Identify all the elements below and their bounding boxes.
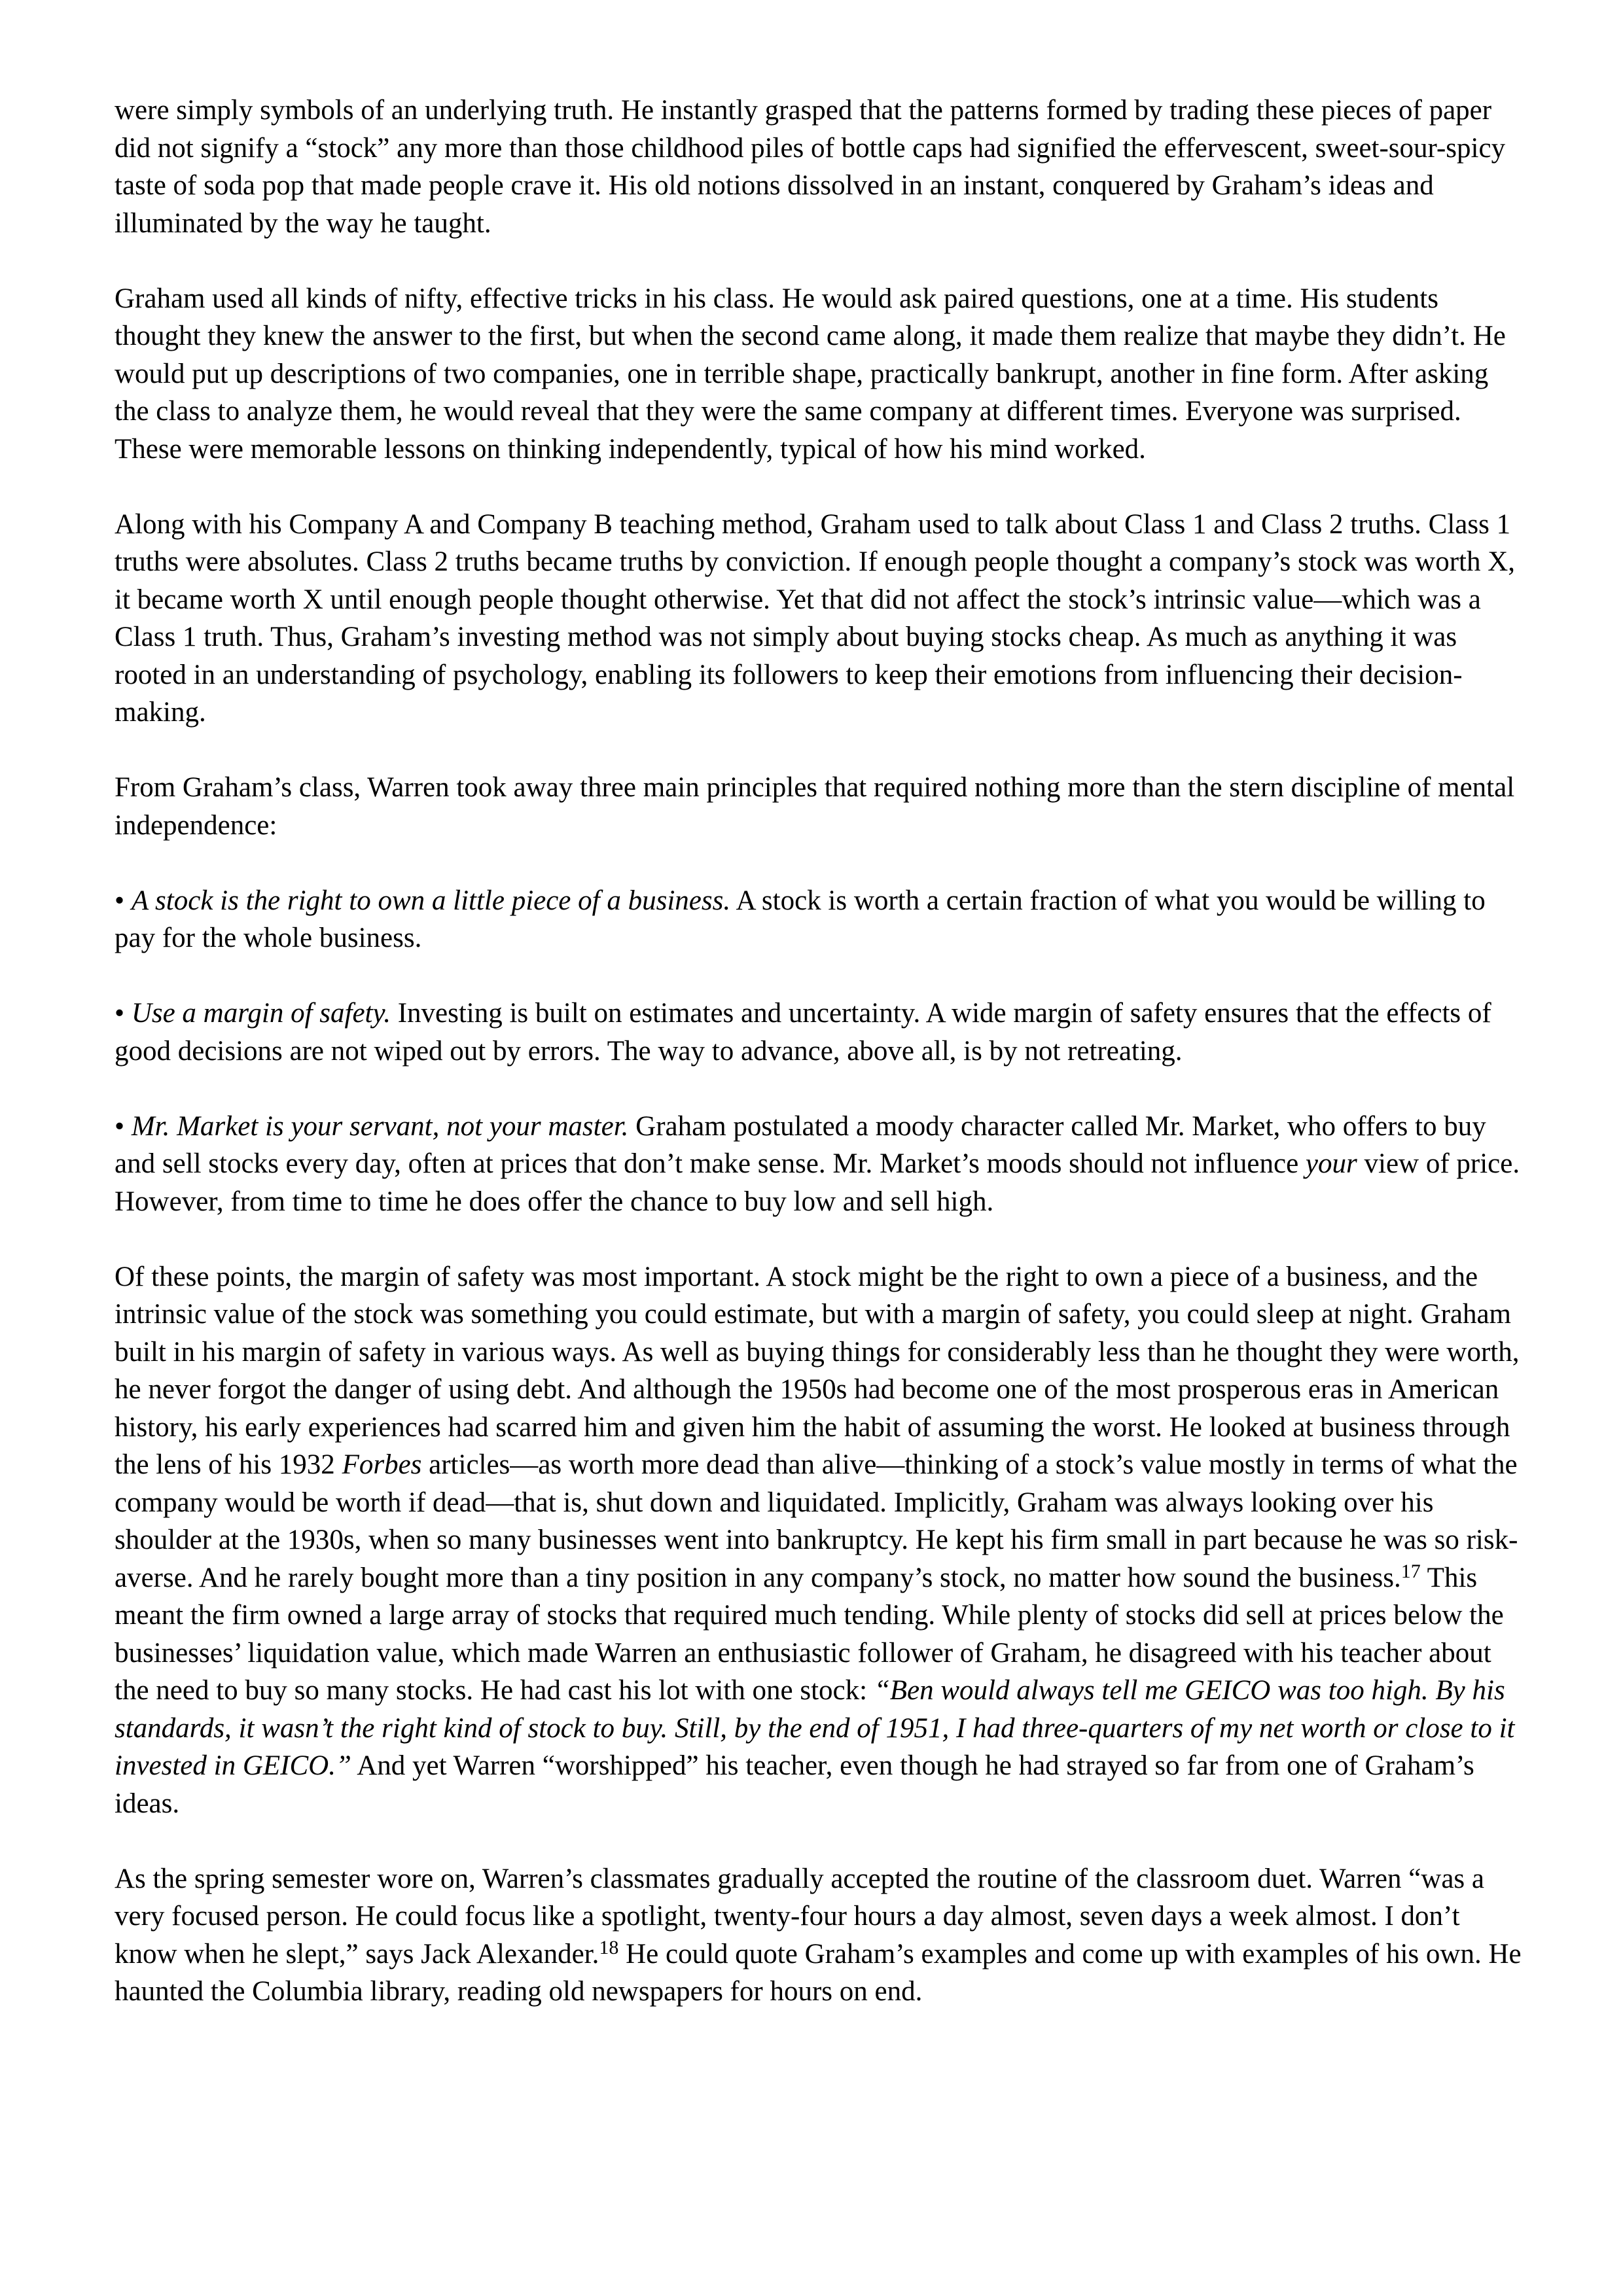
paragraph-margin-of-safety <box>115 1258 1522 1823</box>
bullet-glyph: • <box>115 885 132 916</box>
text-segment: Graham used all kinds of nifty, effective tricks in his class. He would ask paired questions, one at a time. His students thought they knew the answer to the first, but when the second came along, it made them realize that maybe they didn’t. He would put up descriptions of two companies, one in terrible shape, practically bankrupt, another in fine form. After asking the class to analyze them, he would reveal that they were the same company at different times. Everyone was surprised. These were memorable lessons on thinking independently, typical of how his mind worked. <box>115 283 1506 465</box>
paragraph-4 <box>115 769 1522 844</box>
principle-heading: A stock is the right to own a little piece of a business. <box>131 885 731 916</box>
paragraph-3 <box>115 506 1522 732</box>
text-segment: articles—as worth more dead than alive—thinking of a stock’s value mostly in terms of what the company would be worth if dead—that is, shut down and liquidated. Implicitly, Graham was always looking over his shoulder at the 1930s, when so many businesses went into bankruptcy. He kept his firm small in part because he was so risk-averse. And he rarely bought more than a tiny position in any company’s stock, no matter how sound the business. <box>115 1449 1518 1593</box>
bullet-glyph: • <box>115 1110 132 1142</box>
text-segment: Along with his Company A and Company B teaching method, Graham used to talk about Class 1 and Class 2 truths. Class 1 truths were absolutes. Class 2 truths became truths by conviction. If enough people thought a company’s stock was worth X, it became worth X until enough people thought otherwise. Yet that did not affect the stock’s intrinsic value—which was a Class 1 truth. Thus, Graham’s investing method was not simply about buying stocks cheap. As much as anything it was rooted in an understanding of psychology, enabling its followers to keep their emotions from influencing their decision-making. <box>115 508 1516 728</box>
bullet-glyph: • <box>115 998 132 1029</box>
text-segment: Investing is built on estimates and uncertainty. A wide margin of safety ensures that the effects of good decisions are not wiped out by errors. The way to advance, above all, is by not retreating. <box>115 998 1491 1067</box>
quotation: “Ben would always tell me GEICO was too high. By his standards, it wasn’t the right kind of stock to buy. Still, by the end of 1951, I had three-quarters of my net worth or close to it invested in GEICO.” <box>115 1675 1515 1781</box>
text-segment: He could quote Graham’s examples and come up with examples of his own. He haunted the Columbia library, reading old newspapers for hours on end. <box>115 1938 1522 2007</box>
footnote-ref-17: 17 <box>1400 1560 1421 1582</box>
text-segment: This meant the firm owned a large array of stocks that required much tending. While plenty of stocks did sell at prices below the businesses’ liquidation value, which made Warren an enthusiastic follower of Graham, he disagreed with his teacher about the need to buy so many stocks. He had cast his lot with one stock: <box>115 1562 1504 1706</box>
principle-heading: Mr. Market is your servant, not your master. <box>131 1110 629 1142</box>
bullet-principle-1 <box>115 882 1522 957</box>
paragraph-2 <box>115 280 1522 468</box>
text-segment: A stock is worth a certain fraction of what you would be willing to pay for the whole business. <box>115 885 1486 953</box>
paragraph-1 <box>115 92 1522 242</box>
bullet-principle-3 <box>115 1108 1522 1221</box>
emphasis-word: your <box>1305 1148 1357 1179</box>
text-segment: Of these points, the margin of safety was most important. A stock might be the right to own a piece of a business, and the intrinsic value of the stock was something you could estimate, but with a margin of safety, you could sleep at night. Graham built in his margin of safety in various ways. As well as buying things for considerably less than he thought they were worth, he never forgot the danger of using debt. And although the 1950s had become one of the most prosperous eras in American history, his early experiences had scarred him and given him the habit of assuming the worst. He looked at business through the lens of his 1932 <box>115 1261 1520 1480</box>
text-segment: Graham postulated a moody character called Mr. Market, who offers to buy and sell stocks every day, often at prices that don’t make sense. Mr. Market’s moods should not influence <box>115 1110 1486 1179</box>
publication-name: Forbes <box>342 1449 422 1480</box>
footnote-ref-18: 18 <box>599 1936 619 1958</box>
text-segment: were simply symbols of an underlying truth. He instantly grasped that the patterns formed by trading these pieces of paper did not signify a “stock” any more than those childhood piles of bottle caps had signified the effervescent, sweet-sour-spicy taste of soda pop that made people crave it. His old notions dissolved in an instant, conquered by Graham’s ideas and illuminated by the way he taught. <box>115 95 1506 239</box>
text-segment: From Graham’s class, Warren took away three main principles that required nothing more than the stern discipline of mental independence: <box>115 772 1515 841</box>
bullet-principle-2 <box>115 995 1522 1070</box>
document-page <box>115 92 1522 2011</box>
paragraph-spring-semester <box>115 1860 1522 2011</box>
text-segment: As the spring semester wore on, Warren’s classmates gradually accepted the routine of the classroom duet. Warren “was a very focused person. He could focus like a spotlight, twenty-four hours a day almost, seven days a week almost. I don’t know when he slept,” says Jack Alexander. <box>115 1863 1484 1969</box>
text-segment: And yet Warren “worshipped” his teacher, even though he had strayed so far from one of Graham’s ideas. <box>115 1750 1474 1819</box>
text-segment: view of price. However, from time to time he does offer the chance to buy low and sell high. <box>115 1148 1520 1217</box>
principle-heading: Use a margin of safety. <box>131 998 391 1029</box>
